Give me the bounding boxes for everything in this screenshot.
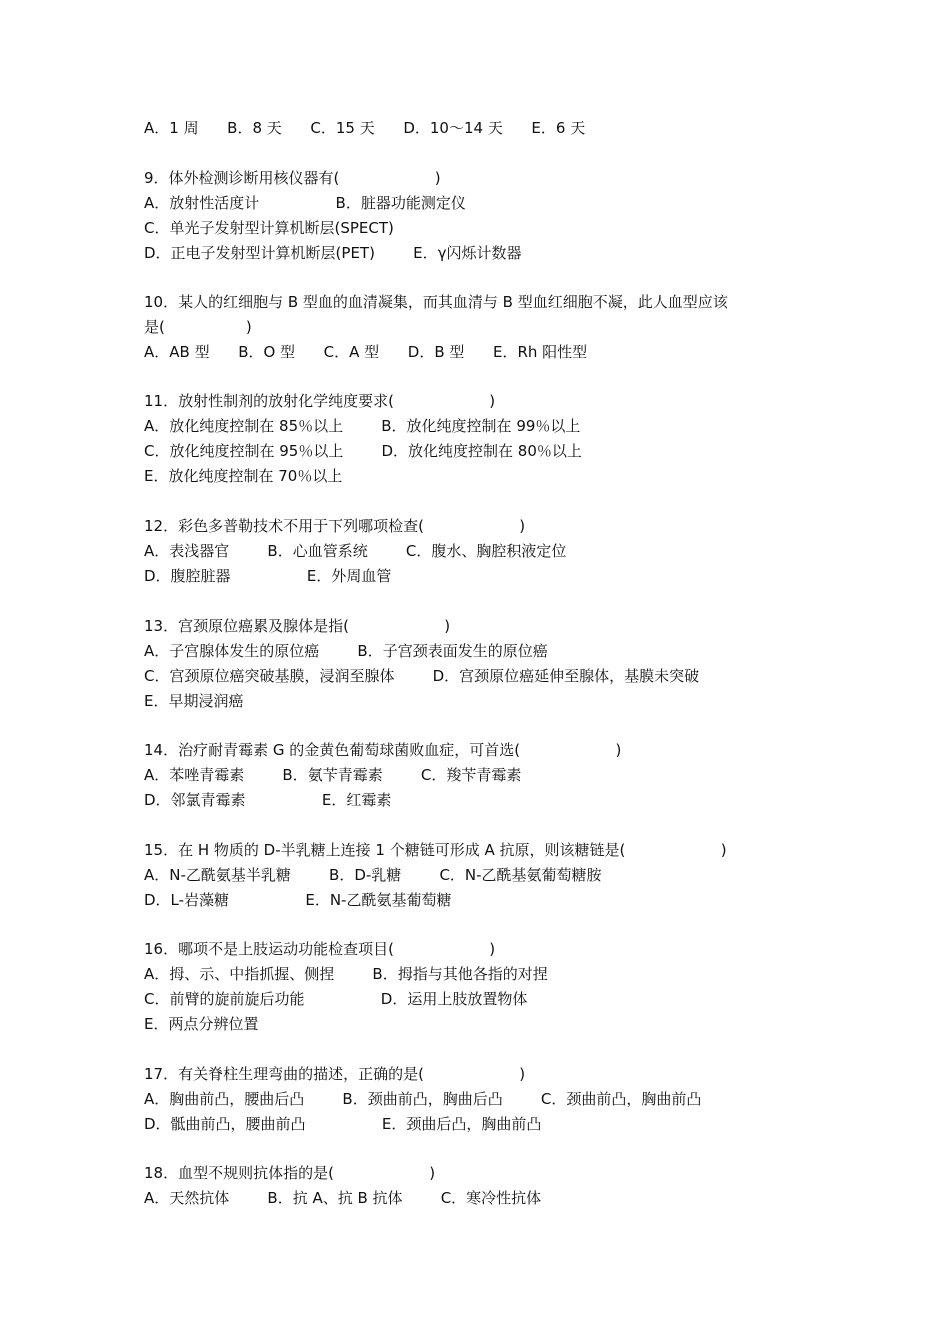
q14-option-line: A．苯唑青霉素 B．氨苄青霉素 C．羧苄青霉素 <box>144 766 522 784</box>
q12-option-line: D．腹腔脏器 E．外周血管 <box>144 567 392 585</box>
q10-stem-continued: 是( ) <box>144 318 252 336</box>
q13-option-line: E．早期浸润癌 <box>144 692 244 710</box>
q9-option-line: A．放射性活度计 B．脏器功能测定仪 <box>144 194 466 212</box>
q11-option-line: E．放化纯度控制在 70％以上 <box>144 467 343 485</box>
q17-option-line: D．骶曲前凸，腰曲前凸 E．颈曲后凸，胸曲前凸 <box>144 1115 542 1133</box>
q12-stem: 12．彩色多普勒技术不用于下列哪项检查( ) <box>144 517 526 535</box>
q9-option-line: C．单光子发射型计算机断层(SPECT) <box>144 219 394 237</box>
q15-stem: 15．在 H 物质的 D-半乳糖上连接 1 个糖链可形成 A 抗原，则该糖链是( ) <box>144 841 727 859</box>
q16-option-line: E．两点分辨位置 <box>144 1015 259 1033</box>
q14-option-line: D．邻氯青霉素 E．红霉素 <box>144 791 392 809</box>
q13-stem: 13．宫颈原位癌累及腺体是指( ) <box>144 617 451 635</box>
q11-option-line: A．放化纯度控制在 85％以上 B．放化纯度控制在 99％以上 <box>144 417 581 435</box>
q11-option-line: C．放化纯度控制在 95％以上 D．放化纯度控制在 80％以上 <box>144 442 582 460</box>
q17-stem: 17．有关脊柱生理弯曲的描述，正确的是( ) <box>144 1065 526 1083</box>
q10-stem: 10．某人的红细胞与 B 型血的血清凝集，而其血清与 B 型血红细胞不凝，此人血型应该 <box>144 293 728 311</box>
q12-option-line: A．表浅器官 B．心血管系统 C．腹水、胸腔积液定位 <box>144 542 567 560</box>
q18-stem: 18．血型不规则抗体指的是( ) <box>144 1164 436 1182</box>
q17-option-line: A．胸曲前凸，腰曲后凸 B．颈曲前凸，胸曲后凸 C．颈曲前凸，胸曲前凸 <box>144 1090 702 1108</box>
q16-stem: 16．哪项不是上肢运动功能检查项目( ) <box>144 940 496 958</box>
q9-option-line: D．正电子发射型计算机断层(PET) E．γ闪烁计数器 <box>144 244 522 262</box>
q8-options: A．1 周 B．8 天 C．15 天 D．10～14 天 E．6 天 <box>144 119 586 137</box>
q15-option-line: D．L-岩藻糖 E．N-乙酰氨基葡萄糖 <box>144 891 452 909</box>
q16-option-line: C．前臂的旋前旋后功能 D．运用上肢放置物体 <box>144 990 528 1008</box>
q18-option-line: A．天然抗体 B．抗 A、抗 B 抗体 C．寒冷性抗体 <box>144 1189 542 1207</box>
q11-stem: 11．放射性制剂的放射化学纯度要求( ) <box>144 392 496 410</box>
q15-option-line: A．N-乙酰氨基半乳糖 B．D-乳糖 C．N-乙酰基氨葡萄糖胺 <box>144 866 602 884</box>
q13-option-line: A．子宫腺体发生的原位癌 B．子宫颈表面发生的原位癌 <box>144 642 548 660</box>
q16-option-line: A．拇、示、中指抓握、侧捏 B．拇指与其他各指的对捏 <box>144 965 548 983</box>
q9-stem: 9．体外检测诊断用核仪器有( ) <box>144 169 441 187</box>
q10-option-line: A．AB 型 B．O 型 C．A 型 D．B 型 E．Rh 阳性型 <box>144 343 588 361</box>
q14-stem: 14．治疗耐青霉素 G 的金黄色葡萄球菌败血症，可首选( ) <box>144 741 622 759</box>
q13-option-line: C．宫颈原位癌突破基膜，浸润至腺体 D．宫颈原位癌延伸至腺体，基膜未突破 <box>144 667 700 685</box>
